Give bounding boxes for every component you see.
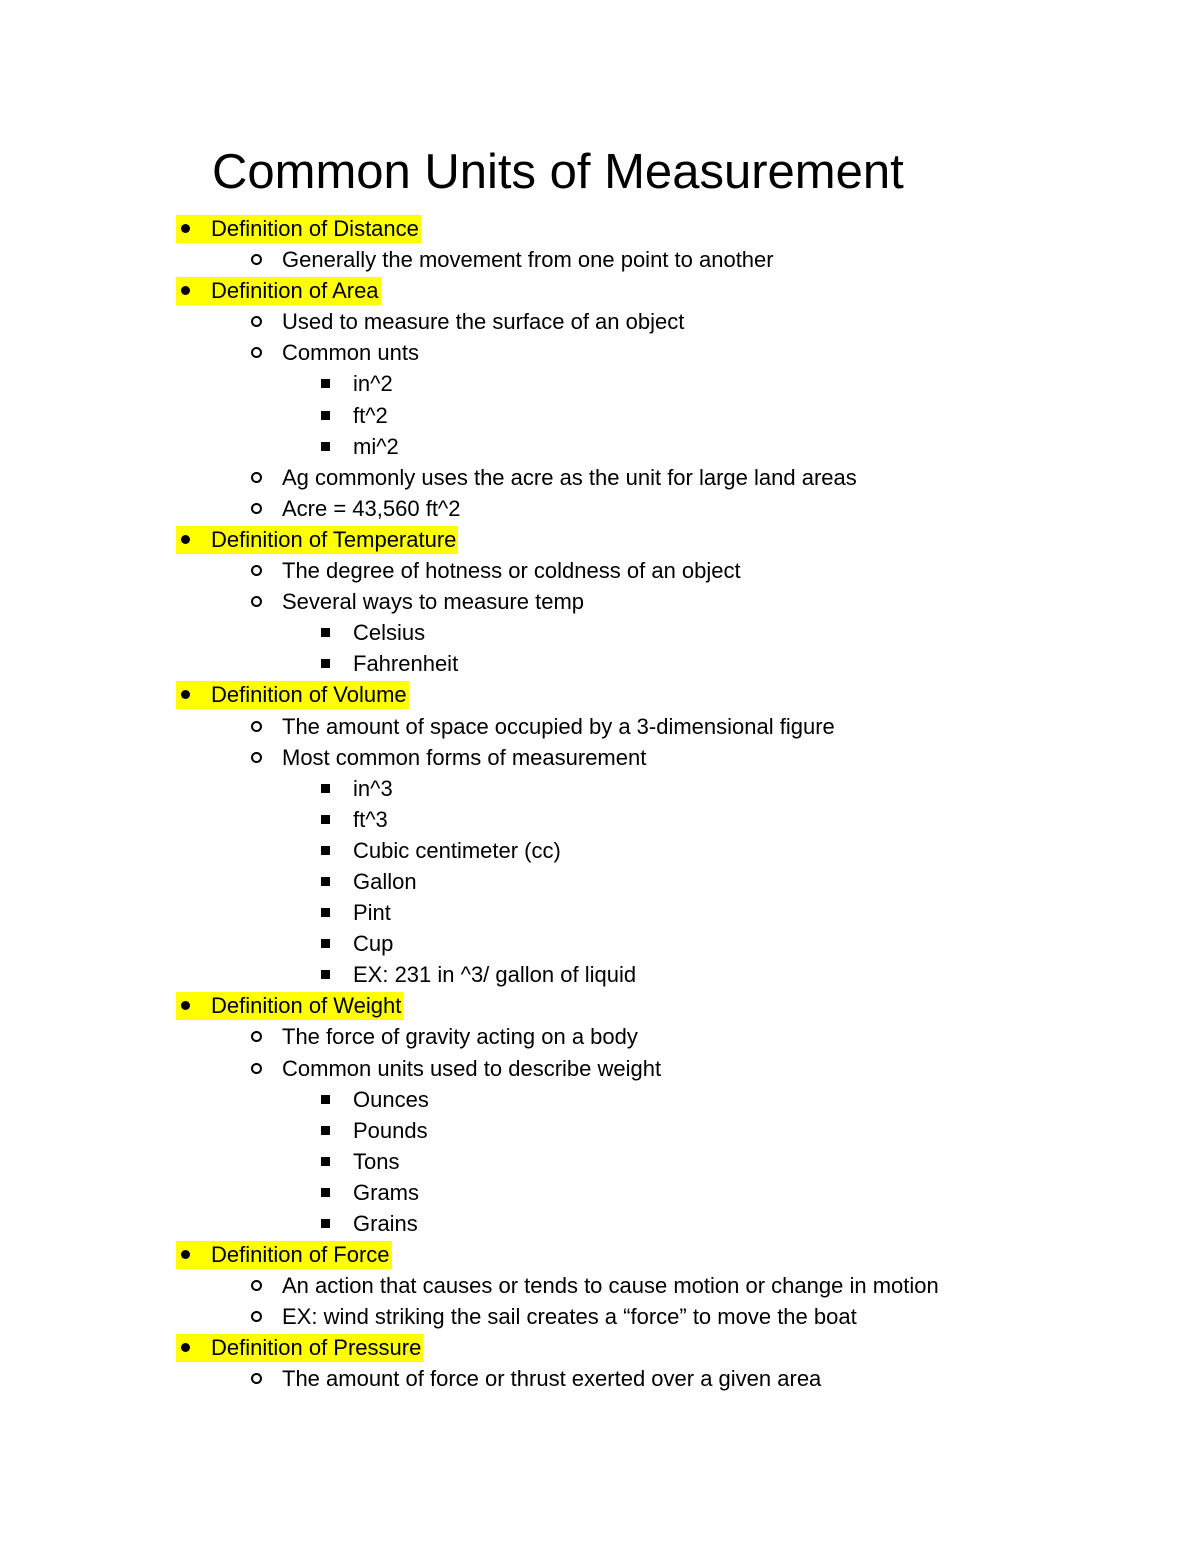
sub-list-item — [0, 804, 1200, 835]
filled-square-bullet-icon — [318, 368, 332, 399]
list-item — [0, 1301, 1200, 1332]
section-heading — [0, 213, 1200, 244]
hollow-circle-bullet-icon — [248, 1301, 264, 1332]
filled-square-bullet-icon — [318, 835, 332, 866]
sub-list-item — [0, 400, 1200, 431]
sub-list-item — [0, 773, 1200, 804]
bullet-text: Common unts — [282, 340, 419, 366]
section-heading — [0, 679, 1200, 710]
bullet-text: Definition of Temperature — [211, 526, 457, 552]
hollow-circle-bullet-icon — [248, 244, 264, 275]
sub-list-item — [0, 431, 1200, 462]
bullet-text: Several ways to measure temp — [282, 589, 585, 615]
bullet-text: The amount of space occupied by a 3-dimensional figure — [282, 713, 835, 739]
filled-square-bullet-icon — [318, 1146, 332, 1177]
sub-list-item — [0, 1084, 1200, 1115]
hollow-circle-bullet-icon — [248, 462, 264, 493]
bullet-text: ft^3 — [353, 806, 388, 832]
bullet-text: in^3 — [353, 775, 393, 801]
bullet-text: mi^2 — [353, 433, 399, 459]
filled-square-bullet-icon — [318, 1177, 332, 1208]
bullet-text: EX: wind striking the sail creates a “force” to move the boat — [282, 1304, 857, 1330]
sub-list-item — [0, 368, 1200, 399]
section-heading — [0, 1239, 1200, 1270]
bullet-text: Definition of Force — [211, 1242, 390, 1268]
filled-square-bullet-icon — [318, 617, 332, 648]
list-item — [0, 1270, 1200, 1301]
sub-list-item — [0, 1177, 1200, 1208]
bullet-text: The force of gravity acting on a body — [282, 1024, 638, 1050]
hollow-circle-bullet-icon — [248, 1053, 264, 1084]
bullet-text: Definition of Pressure — [211, 1335, 422, 1361]
bullet-text: in^2 — [353, 371, 393, 397]
hollow-circle-bullet-icon — [248, 306, 264, 337]
list-item — [0, 742, 1200, 773]
sub-list-item — [0, 897, 1200, 928]
hollow-circle-bullet-icon — [248, 742, 264, 773]
hollow-circle-bullet-icon — [248, 1270, 264, 1301]
bullet-text: Definition of Distance — [211, 216, 419, 241]
bullet-text: Celsius — [353, 620, 426, 646]
hollow-circle-bullet-icon — [248, 1021, 264, 1052]
hollow-circle-bullet-icon — [248, 555, 264, 586]
bullet-text: Used to measure the surface of an object — [282, 309, 685, 335]
list-item — [0, 711, 1200, 742]
bullet-text: Pint — [353, 900, 391, 926]
sub-list-item — [0, 928, 1200, 959]
bullet-text: Grams — [353, 1179, 419, 1205]
page-title: Common Units of Measurement — [212, 145, 904, 199]
list-item — [0, 586, 1200, 617]
bullet-text: Definition of Area — [211, 278, 379, 304]
list-item — [0, 555, 1200, 586]
bullet-text: Most common forms of measurement — [282, 744, 647, 770]
filled-square-bullet-icon — [318, 1115, 332, 1146]
section-heading — [0, 1332, 1200, 1363]
list-item — [0, 306, 1200, 337]
bullet-text: Pounds — [353, 1117, 428, 1143]
section-heading — [0, 524, 1200, 555]
filled-circle-bullet-icon — [176, 1332, 194, 1363]
filled-square-bullet-icon — [318, 928, 332, 959]
bullet-text: The degree of hotness or coldness of an object — [282, 558, 741, 584]
list-item — [0, 1363, 1200, 1394]
section-heading — [0, 990, 1200, 1021]
hollow-circle-bullet-icon — [248, 711, 264, 742]
filled-square-bullet-icon — [318, 400, 332, 431]
bullet-text: Definition of Weight — [211, 993, 402, 1019]
bullet-text: Fahrenheit — [353, 651, 459, 677]
bullet-text: An action that causes or tends to cause motion or change in motion — [282, 1273, 939, 1299]
bullet-text: Generally the movement from one point to another — [282, 247, 774, 273]
filled-square-bullet-icon — [318, 866, 332, 897]
bullet-text: Definition of Volume — [211, 682, 407, 708]
list-item — [0, 462, 1200, 493]
filled-circle-bullet-icon — [176, 524, 194, 555]
filled-square-bullet-icon — [318, 804, 332, 835]
list-item — [0, 337, 1200, 368]
hollow-circle-bullet-icon — [248, 337, 264, 368]
bullet-text: Acre = 43,560 ft^2 — [282, 495, 461, 521]
bullet-text: ft^2 — [353, 402, 388, 428]
bullet-text: Common units used to describe weight — [282, 1055, 662, 1081]
hollow-circle-bullet-icon — [248, 493, 264, 524]
hollow-circle-bullet-icon — [248, 586, 264, 617]
sub-list-item — [0, 648, 1200, 679]
filled-square-bullet-icon — [318, 1084, 332, 1115]
bullet-text: EX: 231 in ^3/ gallon of liquid — [353, 962, 637, 988]
sub-list-item — [0, 959, 1200, 990]
list-item — [0, 1021, 1200, 1052]
bullet-outline — [0, 213, 1200, 1395]
bullet-text: Tons — [353, 1148, 400, 1174]
filled-square-bullet-icon — [318, 897, 332, 928]
filled-circle-bullet-icon — [176, 679, 194, 710]
sub-list-item — [0, 617, 1200, 648]
list-item — [0, 1053, 1200, 1084]
list-item — [0, 244, 1200, 275]
filled-square-bullet-icon — [318, 648, 332, 679]
filled-square-bullet-icon — [318, 959, 332, 990]
sub-list-item — [0, 1146, 1200, 1177]
bullet-text: The amount of force or thrust exerted over a given area — [282, 1366, 822, 1392]
filled-circle-bullet-icon — [176, 990, 194, 1021]
filled-circle-bullet-icon — [176, 213, 194, 244]
bullet-text: Grains — [353, 1211, 418, 1236]
filled-circle-bullet-icon — [176, 1239, 194, 1270]
bullet-text: Ag commonly uses the acre as the unit for large land areas — [282, 464, 857, 490]
sub-list-item — [0, 1115, 1200, 1146]
section-heading — [0, 275, 1200, 306]
sub-list-item — [0, 1208, 1200, 1239]
list-item — [0, 493, 1200, 524]
hollow-circle-bullet-icon — [248, 1363, 264, 1394]
bullet-text: Cubic centimeter (cc) — [353, 837, 561, 863]
filled-square-bullet-icon — [318, 1208, 332, 1239]
bullet-text: Cup — [353, 931, 394, 957]
sub-list-item — [0, 866, 1200, 897]
bullet-text: Gallon — [353, 868, 417, 894]
filled-square-bullet-icon — [318, 773, 332, 804]
filled-circle-bullet-icon — [176, 275, 194, 306]
sub-list-item — [0, 835, 1200, 866]
filled-square-bullet-icon — [318, 431, 332, 462]
bullet-text: Ounces — [353, 1086, 429, 1112]
